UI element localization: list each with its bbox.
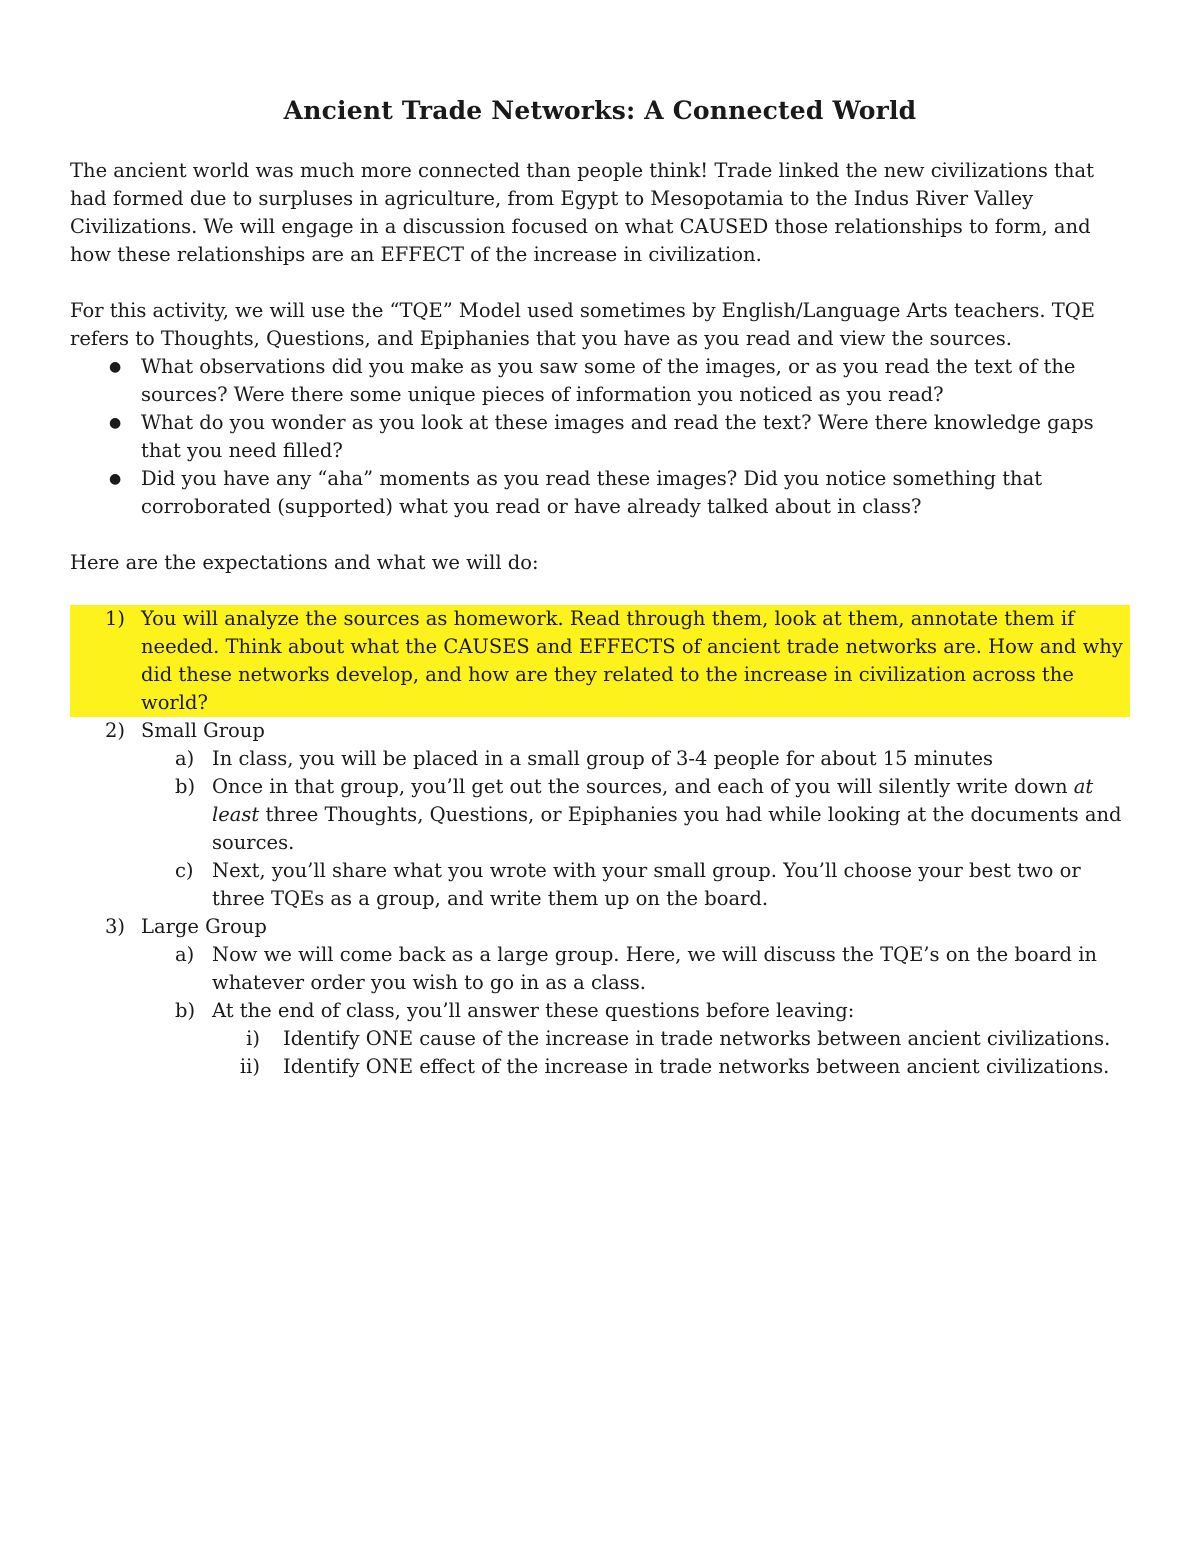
tqe-bullet-list: [70, 353, 1130, 521]
step-small-group: [70, 717, 1130, 913]
bullet-icon: ●: [109, 415, 122, 431]
substep-letter: c): [175, 859, 194, 882]
substep-letter: a): [175, 747, 195, 770]
substep-emphasis: at least: [212, 775, 1094, 826]
exit-question-text: Identify ONE effect of the increase in trade networks between ancient civilizations.: [283, 1055, 1110, 1078]
step-number: 1): [105, 607, 126, 630]
paragraph-gap: [70, 521, 1130, 549]
substep-letter: a): [175, 943, 195, 966]
paragraph-gap: [70, 577, 1130, 605]
substep-item: [141, 997, 1130, 1081]
bullet-item: [70, 353, 1130, 409]
step-number: 3): [105, 915, 126, 938]
substep-text: Next, you’ll share what you wrote with your small group. You’ll choose your best two or three TQEs as a group, and write them up on the board.: [212, 859, 1081, 910]
bullet-item: [70, 465, 1130, 521]
steps-list: [70, 605, 1130, 1081]
bullet-icon: ●: [109, 359, 122, 375]
step-text: Large Group: [141, 915, 267, 938]
exit-question-number: ii): [239, 1055, 260, 1078]
substep-item: [141, 745, 1130, 773]
substep-text-after: three Thoughts, Questions, or Epiphanies you had while looking at the documents and sources.: [212, 803, 1122, 854]
exit-question-item: [212, 1053, 1130, 1081]
step-text: You will analyze the sources as homework. Read through them, look at them, annotate them if needed. Think about what the CAUSES and EFFECTS of ancient trade networks are. How and why did these networks develop, and how are they related to the increase in civilization across the world?: [141, 607, 1123, 714]
large-group-substeps: [141, 941, 1130, 1081]
substep-letter: b): [175, 775, 196, 798]
bullet-text: Did you have any “aha” moments as you read these images? Did you notice something that corroborated (supported) what you read or have already talked about in class?: [141, 467, 1043, 518]
step-number: 2): [105, 719, 126, 742]
bullet-text: What observations did you make as you saw some of the images, or as you read the text of the sources? Were there some unique pieces of information you noticed as you read?: [141, 355, 1076, 406]
step-text: Small Group: [141, 719, 265, 742]
exit-question-text: Identify ONE cause of the increase in trade networks between ancient civilizations.: [283, 1027, 1111, 1050]
document-title: Ancient Trade Networks: A Connected World: [283, 96, 917, 125]
substep-letter: b): [175, 999, 196, 1022]
substep-text-before: Once in that group, you’ll get out the sources, and each of you will silently write down: [212, 775, 1074, 798]
substep-text: In class, you will be placed in a small group of 3-4 people for about 15 minutes: [212, 747, 994, 770]
exit-question-number: i): [246, 1027, 260, 1050]
step-homework: [70, 605, 1130, 717]
small-group-substeps: [141, 745, 1130, 913]
bullet-icon: ●: [109, 471, 122, 487]
tqe-intro-paragraph: For this activity, we will use the “TQE” Model used sometimes by English/Language Arts teachers. TQE refers to Thoughts, Questions, and Epiphanies that you have as you read and view the sources.: [70, 299, 1095, 350]
substep-item: [141, 941, 1130, 997]
step-large-group: [70, 913, 1130, 1081]
expectations-intro: Here are the expectations and what we will do:: [70, 551, 539, 574]
exit-question-item: [212, 1025, 1130, 1053]
bullet-item: [70, 409, 1130, 465]
bullet-text: What do you wonder as you look at these images and read the text? Were there knowledge gaps that you need filled?: [141, 411, 1094, 462]
substep-text: Now we will come back as a large group. Here, we will discuss the TQE’s on the board in whatever order you wish to go in as a class.: [212, 943, 1097, 994]
intro-paragraph: The ancient world was much more connected than people think! Trade linked the new civilizations that had formed due to surpluses in agriculture, from Egypt to Mesopotamia to the Indus River Valley Civilizations. We will engage in a discussion focused on what CAUSED those relationships to form, and how these relationships are an EFFECT of the increase in civilization.: [70, 159, 1094, 266]
paragraph-gap: [70, 269, 1130, 297]
substep-item: [141, 773, 1130, 857]
substep-text: At the end of class, you’ll answer these questions before leaving:: [212, 999, 855, 1022]
exit-questions-list: [212, 1025, 1130, 1081]
substep-item: [141, 857, 1130, 913]
